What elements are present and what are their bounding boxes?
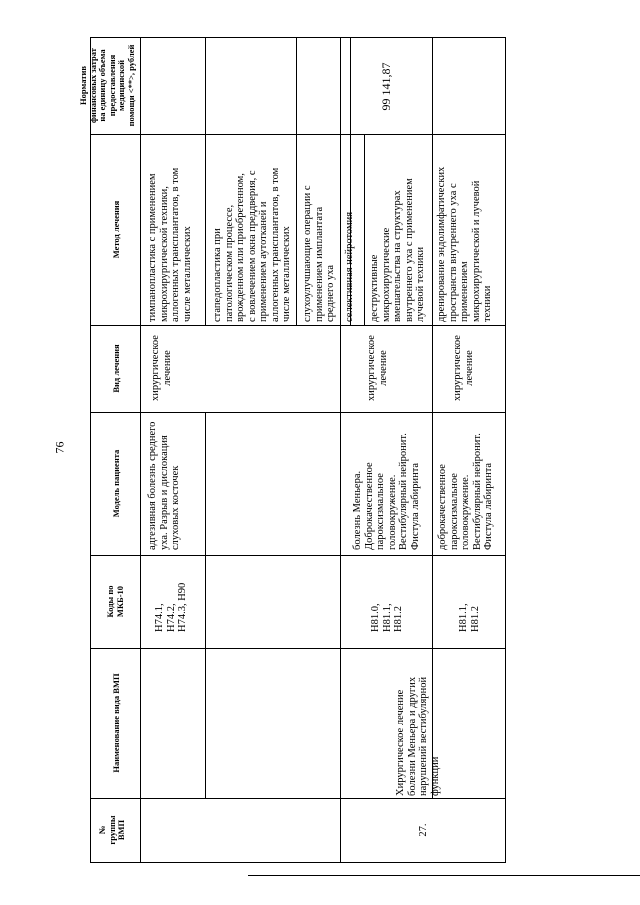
block1-method-3: слухоулучшающие операции с применением имплантата среднего уха — [302, 185, 336, 322]
block1-codes: H74.1, H74.2, H74.3, H90 — [154, 582, 188, 632]
row27-norm: 99 141,87 — [379, 62, 393, 111]
row27-sub1-model: болезнь Меньера. Доброкачественное пароксизмальное головокружение. Вестибулярный нейронит. Фистула лабиринта — [352, 433, 421, 550]
header-group: № группы ВМП — [97, 815, 126, 845]
block1-method-2: стапедопластика при патологическом процессе, врожденном или приобретенном, с вовлечением окна преддверия, с применением аутотканей и аллогенных трансплантатов, в том числе металлических — [212, 167, 292, 322]
page-number: 76 — [52, 441, 67, 454]
header-name: Наименование вида ВМП — [111, 673, 121, 773]
row27-sub1-method-1: селективная нейротомия — [344, 211, 355, 322]
header-type: Вид лечения — [111, 344, 121, 393]
block1-method-1: тимпанопластика с применением микрохирургической техники, аллогенных трансплантатов, в том числе металлических — [147, 167, 193, 322]
row27-sub2-codes: H81.1, H81.2 — [458, 603, 481, 632]
block1-type: хирургическое лечение — [150, 335, 173, 401]
row27-sub1-method-2: деструктивные микрохирургические вмешательства на структурах внутреннего уха с применением лучевой техники — [369, 178, 426, 322]
header-codes: Коды по МКБ-10 — [105, 585, 125, 618]
footer-rule — [248, 875, 640, 876]
header-method: Метод лечения — [111, 200, 121, 259]
header-model: Модель пациента — [111, 449, 121, 518]
row27-group: 27. — [418, 823, 429, 837]
row27-sub1-codes: H81.0, H81.1, H81.2 — [370, 603, 404, 632]
row27-sub1-type: хирургическое лечение — [366, 335, 389, 401]
row27-sub2-model: доброкачественное пароксизмальное головокружение. Вестибулярный нейронит. Фистула лабиринта — [437, 433, 494, 550]
row27-sub2-type: хирургическое лечение — [452, 335, 475, 401]
header-norm: Норматив финансовых затрат на единицу объема предоставления медицинской помощи <**>, рублей — [78, 44, 136, 127]
block1-model: адгезивная болезнь среднего уха. Разрыв и дислокация слуховых косточек — [147, 421, 181, 550]
row27-sub2-method: дренирование эндолимфатических пространств внутреннего уха с применением микрохирургической и лучевой техники — [436, 166, 493, 322]
row27-name: Хирургическое лечение болезни Меньера и других нарушений вестибулярной функции — [395, 676, 441, 796]
